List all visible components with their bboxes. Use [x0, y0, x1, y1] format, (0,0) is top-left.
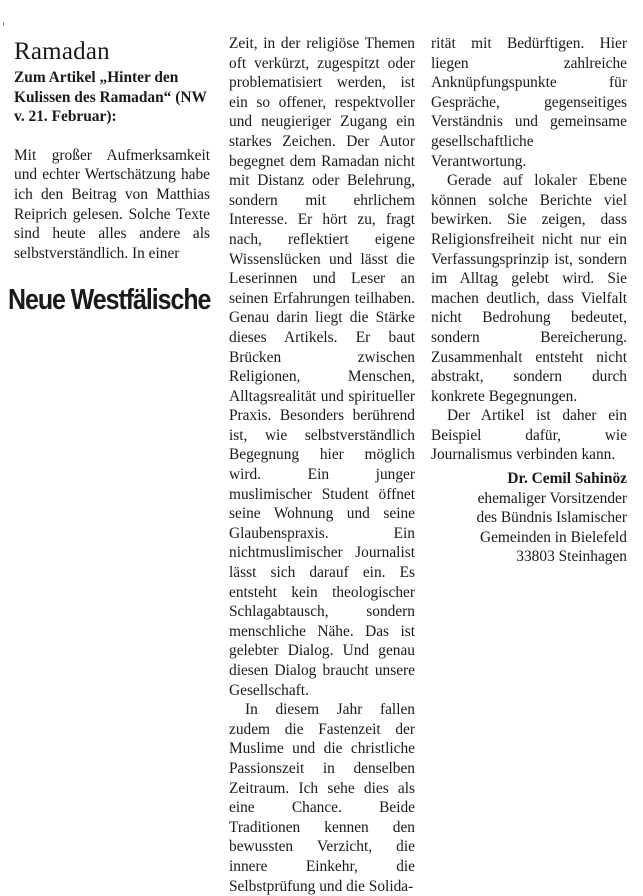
paragraph: Zeit, in der religiöse Themen oft verkürzt, zugespitzt oder problematisiert werden, ist ein so offener, respektvoller und neugieriger Zugang ein starkes Zeichen. Der Autor begegnet dem Ramadan nicht mit Distanz oder Belehrung, sondern mit ehrlichem Interesse. Er hört zu, fragt nach, reflektiert eigene Wissenslücken und lässt die Leserinnen und Leser an seinen Erfahrungen teilhaben. Genau darin liegt die Stärke dieses Artikels. Er baut Brücken zwischen Religionen, Menschen, Alltagsrealität und spiritueller Praxis. Besonders berührend ist, wie selbstverständlich Begegnung hier möglich wird. Ein junger muslimischer Student öffnet seine Wohnung und seine Glaubenspraxis. Ein nichtmuslimischer Journalist lässt sich darauf ein. Es entsteht kein theologischer Schlagabtausch, sondern menschliche Nähe. Das ist gelebter Dialog. Und genau diesen Dialog braucht unsere Gesellschaft.: [229, 35, 415, 699]
article-headline: Ramadan: [14, 38, 110, 65]
column-2: [229, 34, 415, 896]
author-organization: des Bündnis Islamischer: [476, 509, 627, 527]
paragraph: rität mit Bedürftigen. Hier liegen zahlreiche Anknüpfungspunkte für Gespräche, gegenseitiges Verständnis und gemeinsame gesellschaftliche Verantwortung.: [431, 35, 627, 170]
column-3: [431, 34, 627, 567]
column-1-body: [14, 146, 210, 264]
paragraph: Mit großer Aufmerksamkeit und echter Wertschätzung habe ich den Beitrag von Matthias Reiprich gelesen. Solche Texte sind heute alles andere als selbstverständlich. In einer: [14, 146, 210, 262]
author-signature: [431, 469, 627, 567]
margin-mark: [3, 22, 4, 26]
paragraph: Der Artikel ist daher ein Beispiel dafür, wie Journalismus verbinden kann.: [431, 407, 627, 464]
paragraph: Gerade auf lokaler Ebene können solche Berichte viel bewirken. Sie zeigen, dass Religionsfreiheit nicht nur ein Verfassungsprinzip ist, sondern im Alltag gelebt wird. Sie machen deutlich, dass Vielfalt nicht Bedrohung bedeutet, sondern Bereicherung. Zusammenhalt entsteht nicht abstrakt, sondern durch konkrete Begegnungen.: [431, 172, 627, 405]
paragraph: In diesem Jahr fallen zudem die Fastenzeit der Muslime und die christliche Passionszeit in denselben Zeitraum. Ich sehe dies als eine Chance. Beide Traditionen kennen den bewussten Verzicht, die innere Einkehr, die Selbstprüfung und die Solida-: [229, 701, 415, 895]
newspaper-logo: [6, 275, 220, 325]
column-1: [14, 38, 210, 263]
logo-wordmark: Neue Westfälische: [8, 283, 211, 316]
author-name: Dr. Cemil Sahinöz: [507, 470, 627, 488]
author-location: 33803 Steinhagen: [516, 548, 627, 566]
author-organization-city: Gemeinden in Bielefeld: [479, 528, 627, 546]
author-role: ehemaliger Vorsitzender: [477, 489, 627, 507]
article-subhead: Zum Artikel „Hinter den Kulissen des Ramadan“ (NW v. 21. Februar):: [14, 69, 207, 126]
